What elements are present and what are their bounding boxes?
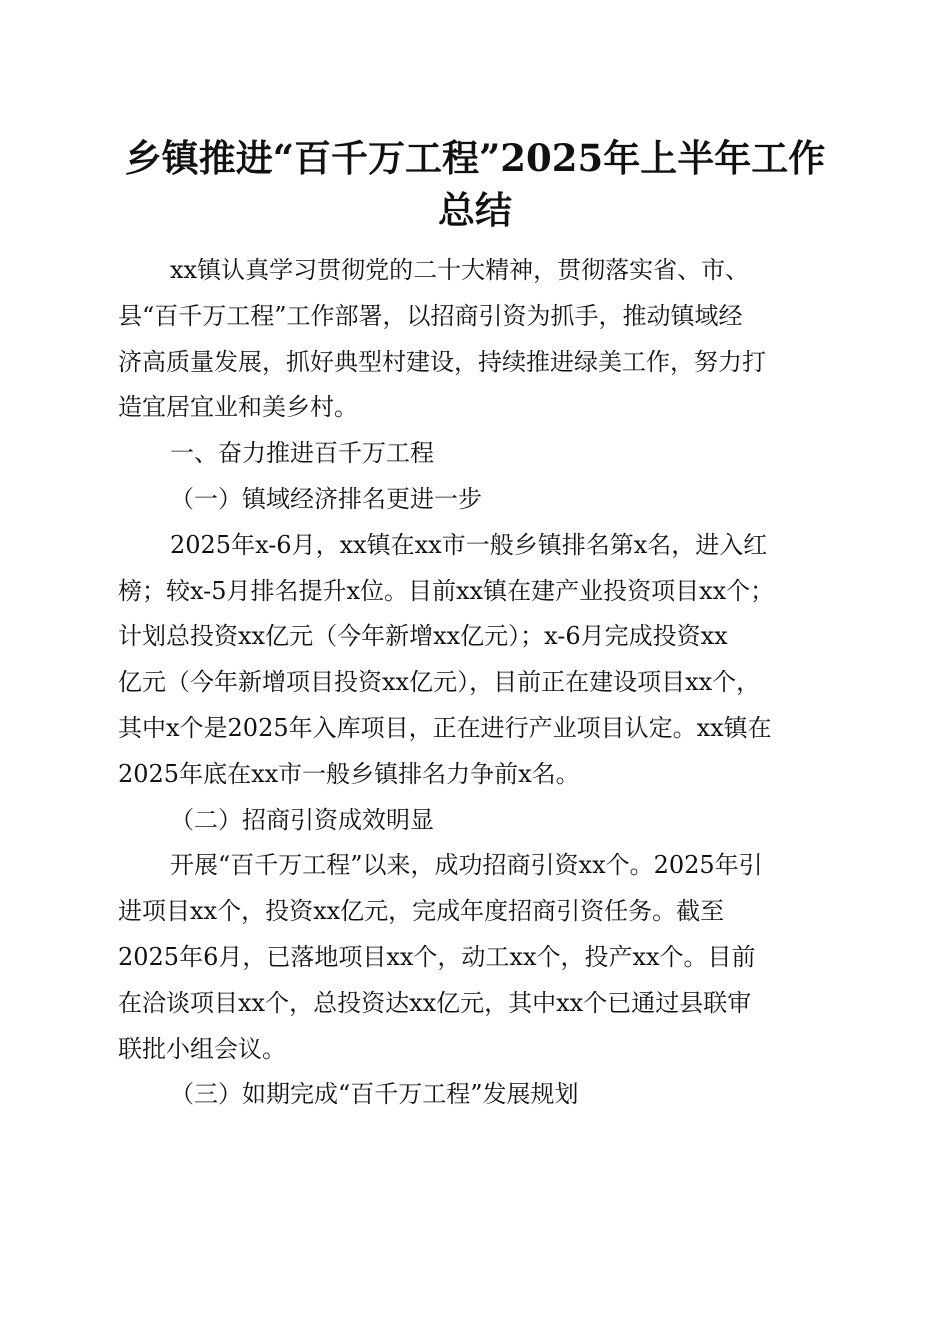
paragraph-line: 进项目xx个，投资xx亿元，完成年度招商引资任务。截至: [118, 897, 725, 926]
subsection-heading: （三）如期完成“百千万工程”发展规划: [170, 1080, 579, 1109]
paragraph-line: xx镇认真学习贯彻党的二十大精神，贯彻落实省、市、: [170, 256, 750, 284]
intro-paragraph: [118, 248, 834, 431]
subsection-heading: （二）招商引资成效明显: [170, 805, 434, 834]
subsection-heading: （一）镇域经济排名更进一步: [170, 484, 482, 513]
paragraph-line: 在洽谈项目xx个，总投资达xx亿元，其中xx个已通过县联审: [118, 988, 752, 1017]
document-body: [118, 248, 834, 1118]
title-line-2: 总结: [438, 188, 512, 232]
paragraph-line: 县“百千万工程”工作部署，以招商引资为抓手，推动镇域经: [118, 301, 743, 330]
subsection-2-paragraph: [118, 843, 834, 1072]
paragraph-line: 联批小组会议。: [118, 1034, 286, 1063]
paragraph-line: 计划总投资xx亿元（今年新增xx亿元）；x-6月完成投资xx: [118, 622, 728, 651]
paragraph-line: 榜；较x-5月排名提升x位。目前xx镇在建产业投资项目xx个；: [118, 576, 775, 605]
section-heading: 一、奋力推进百千万工程: [170, 439, 434, 468]
paragraph-line: 2025年x-6月，xx镇在xx市一般乡镇排名第x名，进入红: [170, 530, 768, 559]
paragraph-line: 济高质量发展，抓好典型村建设，持续推进绿美工作，努力打: [118, 347, 766, 376]
paragraph-line: 造宜居宜业和美乡村。: [118, 393, 358, 422]
paragraph-line: 其中x个是2025年入库项目，正在进行产业项目认定。xx镇在: [118, 713, 772, 742]
subsection-1-paragraph: [118, 523, 834, 798]
paragraph-line: 2025年底在xx市一般乡镇排名力争前x名。: [118, 759, 580, 788]
title-line-1: 乡镇推进“百千万工程”2025年上半年工作: [124, 136, 826, 180]
paragraph-line: 开展“百千万工程”以来，成功招商引资xx个。2025年引: [170, 851, 763, 880]
paragraph-line: 亿元（今年新增项目投资xx亿元），目前正在建设项目xx个，: [118, 668, 761, 697]
paragraph-line: 2025年6月，已落地项目xx个，动工xx个，投产xx个。目前: [118, 942, 756, 971]
document-title: [100, 132, 850, 236]
